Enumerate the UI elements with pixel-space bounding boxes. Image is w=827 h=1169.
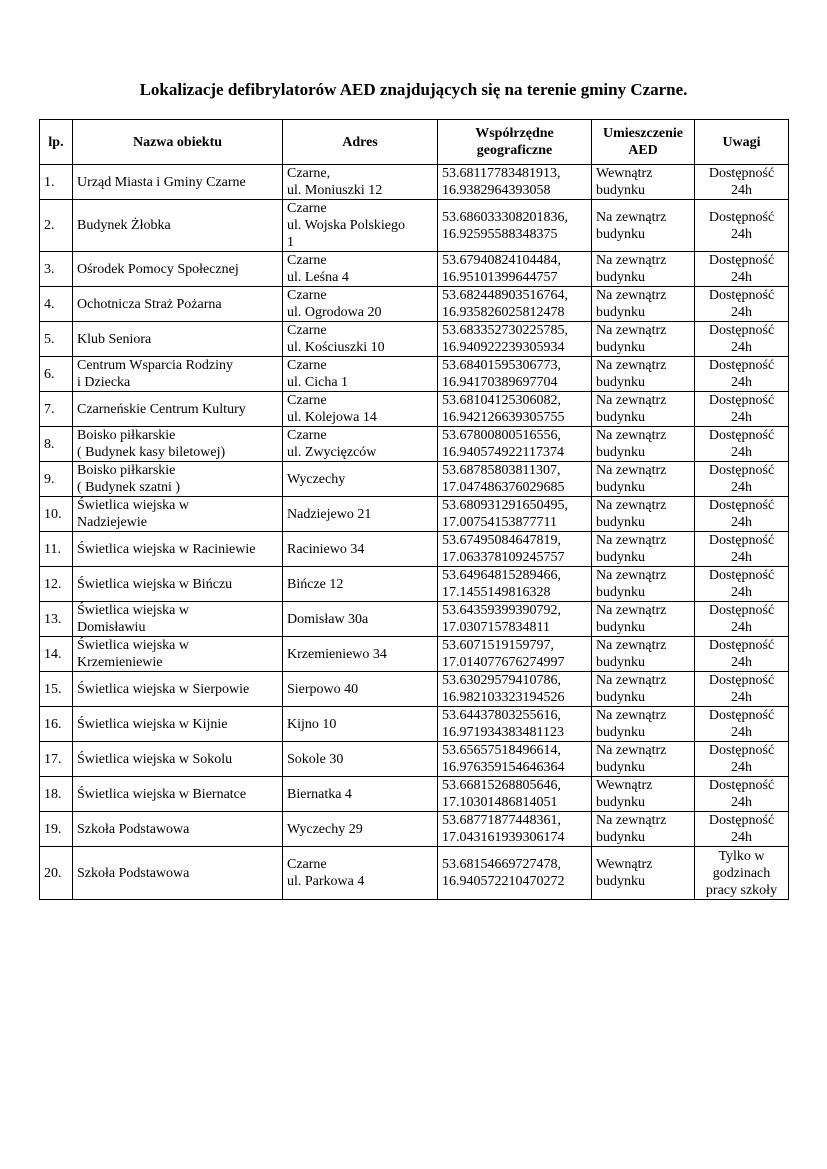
cell-notes: Dostępność 24h xyxy=(695,322,789,357)
table-row xyxy=(40,602,789,637)
cell-lp: 2. xyxy=(40,200,73,252)
cell-coords: 53.683352730225785, 16.940922239305934 xyxy=(438,322,592,357)
cell-placement: Wewnątrz budynku xyxy=(592,777,695,812)
table-row xyxy=(40,707,789,742)
cell-placement: Na zewnątrz budynku xyxy=(592,602,695,637)
cell-placement: Na zewnątrz budynku xyxy=(592,672,695,707)
cell-notes: Dostępność 24h xyxy=(695,812,789,847)
cell-coords: 53.67800800516556, 16.940574922117374 xyxy=(438,427,592,462)
cell-lp: 10. xyxy=(40,497,73,532)
cell-coords: 53.68154669727478, 16.940572210470272 xyxy=(438,847,592,900)
cell-placement: Na zewnątrz budynku xyxy=(592,252,695,287)
table-row xyxy=(40,742,789,777)
cell-coords: 53.682448903516764, 16.935826025812478 xyxy=(438,287,592,322)
cell-notes: Dostępność 24h xyxy=(695,392,789,427)
cell-notes: Dostępność 24h xyxy=(695,462,789,497)
cell-placement: Na zewnątrz budynku xyxy=(592,637,695,672)
cell-address: Bińcze 12 xyxy=(283,567,438,602)
table-row xyxy=(40,252,789,287)
cell-address: Czarne, ul. Moniuszki 12 xyxy=(283,165,438,200)
cell-notes: Dostępność 24h xyxy=(695,672,789,707)
cell-notes: Dostępność 24h xyxy=(695,427,789,462)
cell-placement: Na zewnątrz budynku xyxy=(592,322,695,357)
cell-notes: Dostępność 24h xyxy=(695,742,789,777)
cell-address: Sierpowo 40 xyxy=(283,672,438,707)
header-address: Adres xyxy=(283,120,438,165)
header-name: Nazwa obiektu xyxy=(73,120,283,165)
cell-name: Szkoła Podstawowa xyxy=(73,847,283,900)
table-row xyxy=(40,165,789,200)
page-title: Lokalizacje defibrylatorów AED znajdujących się na terenie gminy Czarne. xyxy=(139,80,688,99)
cell-notes: Dostępność 24h xyxy=(695,165,789,200)
table-row xyxy=(40,497,789,532)
table-row xyxy=(40,847,789,900)
table-row xyxy=(40,672,789,707)
cell-lp: 15. xyxy=(40,672,73,707)
cell-name: Szkoła Podstawowa xyxy=(73,812,283,847)
cell-placement: Na zewnątrz budynku xyxy=(592,200,695,252)
cell-name: Boisko piłkarskie ( Budynek szatni ) xyxy=(73,462,283,497)
cell-placement: Na zewnątrz budynku xyxy=(592,497,695,532)
cell-coords: 53.686033308201836, 16.92595588348375 xyxy=(438,200,592,252)
table-row xyxy=(40,427,789,462)
cell-address: Krzemieniewo 34 xyxy=(283,637,438,672)
cell-placement: Na zewnątrz budynku xyxy=(592,742,695,777)
cell-name: Boisko piłkarskie ( Budynek kasy biletowej) xyxy=(73,427,283,462)
cell-coords: 53.68401595306773, 16.94170389697704 xyxy=(438,357,592,392)
cell-lp: 7. xyxy=(40,392,73,427)
cell-placement: Na zewnątrz budynku xyxy=(592,707,695,742)
cell-name: Świetlica wiejska w Raciniewie xyxy=(73,532,283,567)
cell-lp: 13. xyxy=(40,602,73,637)
cell-coords: 53.68117783481913, 16.9382964393058 xyxy=(438,165,592,200)
cell-notes: Dostępność 24h xyxy=(695,357,789,392)
header-notes: Uwagi xyxy=(695,120,789,165)
cell-coords: 53.68785803811307, 17.047486376029685 xyxy=(438,462,592,497)
cell-placement: Na zewnątrz budynku xyxy=(592,532,695,567)
cell-name: Ochotnicza Straż Pożarna xyxy=(73,287,283,322)
header-placement: Umieszczenie AED xyxy=(592,120,695,165)
cell-notes: Dostępność 24h xyxy=(695,200,789,252)
cell-address: Sokole 30 xyxy=(283,742,438,777)
cell-lp: 3. xyxy=(40,252,73,287)
cell-coords: 53.64437803255616, 16.971934383481123 xyxy=(438,707,592,742)
table-row xyxy=(40,357,789,392)
cell-notes: Dostępność 24h xyxy=(695,777,789,812)
cell-placement: Na zewnątrz budynku xyxy=(592,287,695,322)
cell-address: Czarne ul. Leśna 4 xyxy=(283,252,438,287)
cell-name: Świetlica wiejska w Krzemieniewie xyxy=(73,637,283,672)
table-row xyxy=(40,287,789,322)
cell-coords: 53.65657518496614, 16.976359154646364 xyxy=(438,742,592,777)
cell-lp: 12. xyxy=(40,567,73,602)
cell-lp: 20. xyxy=(40,847,73,900)
cell-name: Świetlica wiejska w Biernatce xyxy=(73,777,283,812)
cell-coords: 53.68104125306082, 16.942126639305755 xyxy=(438,392,592,427)
table-row xyxy=(40,532,789,567)
cell-address: Biernatka 4 xyxy=(283,777,438,812)
cell-coords: 53.63029579410786, 16.982103323194526 xyxy=(438,672,592,707)
cell-placement: Na zewnątrz budynku xyxy=(592,812,695,847)
header-coords: Współrzędne geograficzne xyxy=(438,120,592,165)
cell-name: Świetlica wiejska w Domisławiu xyxy=(73,602,283,637)
cell-coords: 53.67495084647819, 17.063378109245757 xyxy=(438,532,592,567)
cell-name: Świetlica wiejska w Bińczu xyxy=(73,567,283,602)
cell-name: Świetlica wiejska w Nadziejewie xyxy=(73,497,283,532)
cell-notes: Dostępność 24h xyxy=(695,252,789,287)
cell-address: Czarne ul. Ogrodowa 20 xyxy=(283,287,438,322)
cell-address: Kijno 10 xyxy=(283,707,438,742)
cell-address: Czarne ul. Zwycięzców xyxy=(283,427,438,462)
cell-notes: Dostępność 24h xyxy=(695,567,789,602)
cell-lp: 16. xyxy=(40,707,73,742)
cell-lp: 1. xyxy=(40,165,73,200)
table-row xyxy=(40,812,789,847)
cell-lp: 14. xyxy=(40,637,73,672)
cell-address: Czarne ul. Cicha 1 xyxy=(283,357,438,392)
cell-notes: Dostępność 24h xyxy=(695,602,789,637)
table-row xyxy=(40,462,789,497)
table-row xyxy=(40,200,789,252)
cell-notes: Dostępność 24h xyxy=(695,637,789,672)
cell-lp: 11. xyxy=(40,532,73,567)
cell-coords: 53.67940824104484, 16.95101399644757 xyxy=(438,252,592,287)
cell-name: Budynek Żłobka xyxy=(73,200,283,252)
cell-coords: 53.64964815289466, 17.1455149816328 xyxy=(438,567,592,602)
table-row xyxy=(40,567,789,602)
cell-placement: Wewnątrz budynku xyxy=(592,847,695,900)
cell-name: Czarneńskie Centrum Kultury xyxy=(73,392,283,427)
cell-address: Wyczechy 29 xyxy=(283,812,438,847)
cell-notes: Tylko w godzinach pracy szkoły xyxy=(695,847,789,900)
cell-coords: 53.6071519159797, 17.014077676274997 xyxy=(438,637,592,672)
cell-coords: 53.68771877448361, 17.043161939306174 xyxy=(438,812,592,847)
cell-notes: Dostępność 24h xyxy=(695,287,789,322)
cell-lp: 9. xyxy=(40,462,73,497)
cell-address: Raciniewo 34 xyxy=(283,532,438,567)
cell-name: Świetlica wiejska w Kijnie xyxy=(73,707,283,742)
cell-address: Czarne ul. Parkowa 4 xyxy=(283,847,438,900)
cell-notes: Dostępność 24h xyxy=(695,532,789,567)
cell-lp: 6. xyxy=(40,357,73,392)
cell-placement: Wewnątrz budynku xyxy=(592,165,695,200)
cell-name: Ośrodek Pomocy Społecznej xyxy=(73,252,283,287)
cell-address: Nadziejewo 21 xyxy=(283,497,438,532)
cell-notes: Dostępność 24h xyxy=(695,497,789,532)
cell-name: Świetlica wiejska w Sokolu xyxy=(73,742,283,777)
cell-placement: Na zewnątrz budynku xyxy=(592,462,695,497)
table-row xyxy=(40,637,789,672)
cell-address: Czarne ul. Kościuszki 10 xyxy=(283,322,438,357)
cell-name: Świetlica wiejska w Sierpowie xyxy=(73,672,283,707)
cell-lp: 18. xyxy=(40,777,73,812)
cell-name: Urząd Miasta i Gminy Czarne xyxy=(73,165,283,200)
cell-lp: 8. xyxy=(40,427,73,462)
cell-notes: Dostępność 24h xyxy=(695,707,789,742)
cell-lp: 19. xyxy=(40,812,73,847)
cell-placement: Na zewnątrz budynku xyxy=(592,357,695,392)
cell-placement: Na zewnątrz budynku xyxy=(592,427,695,462)
cell-coords: 53.64359399390792, 17.0307157834811 xyxy=(438,602,592,637)
cell-lp: 17. xyxy=(40,742,73,777)
cell-address: Domisław 30a xyxy=(283,602,438,637)
cell-lp: 5. xyxy=(40,322,73,357)
cell-coords: 53.66815268805646, 17.10301486814051 xyxy=(438,777,592,812)
aed-locations-table xyxy=(39,119,789,900)
cell-lp: 4. xyxy=(40,287,73,322)
table-body xyxy=(40,165,789,900)
cell-address: Wyczechy xyxy=(283,462,438,497)
table-row xyxy=(40,392,789,427)
table-header-row xyxy=(40,120,789,165)
cell-address: Czarne ul. Wojska Polskiego 1 xyxy=(283,200,438,252)
cell-coords: 53.680931291650495, 17.00754153877711 xyxy=(438,497,592,532)
header-lp: lp. xyxy=(40,120,73,165)
cell-placement: Na zewnątrz budynku xyxy=(592,392,695,427)
table-row xyxy=(40,322,789,357)
cell-address: Czarne ul. Kolejowa 14 xyxy=(283,392,438,427)
cell-name: Klub Seniora xyxy=(73,322,283,357)
cell-placement: Na zewnątrz budynku xyxy=(592,567,695,602)
table-row xyxy=(40,777,789,812)
cell-name: Centrum Wsparcia Rodziny i Dziecka xyxy=(73,357,283,392)
